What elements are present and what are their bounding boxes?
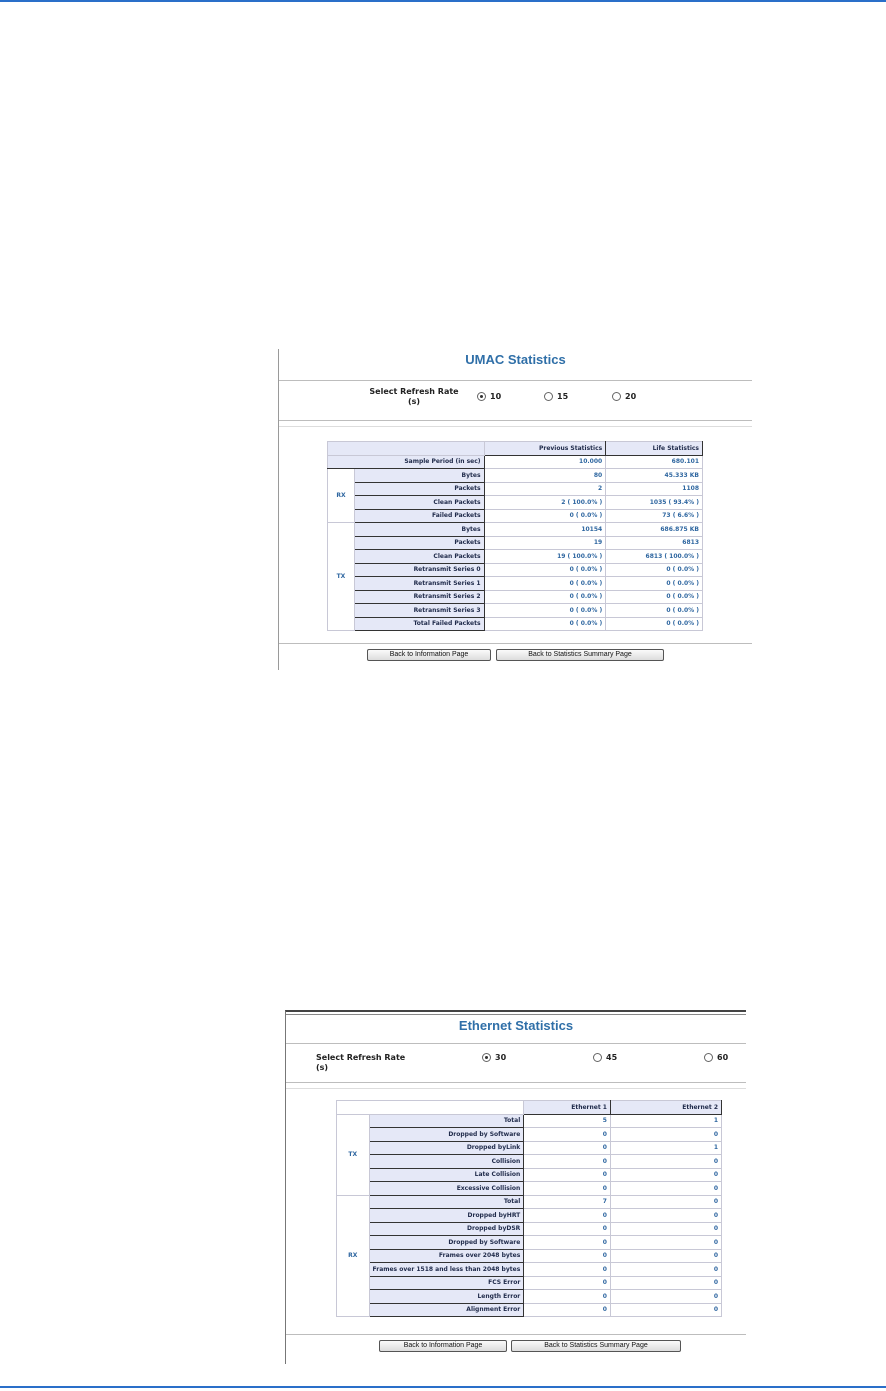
cell-value: 0 ( 0.0% ) <box>606 617 703 631</box>
header-blank <box>337 1101 524 1115</box>
cell-value: 0 ( 0.0% ) <box>606 563 703 577</box>
umac-statistics-panel <box>278 349 752 670</box>
radio-selected-icon[interactable] <box>477 392 486 401</box>
back-to-summary-button[interactable]: Back to Statistics Summary Page <box>496 649 664 661</box>
column-header: Ethernet 1 <box>524 1101 611 1115</box>
cell-value: 0 ( 0.0% ) <box>484 604 606 618</box>
row-label: Length Error <box>369 1290 524 1304</box>
row-label: Retransmit Series 0 <box>354 563 484 577</box>
row-label: Total Failed Packets <box>354 617 484 631</box>
cell-value: 1108 <box>606 482 703 496</box>
ethernet-stats-table <box>336 1100 722 1317</box>
refresh-rate-label: Select Refresh Rate (s) <box>316 1053 406 1072</box>
table-row <box>337 1222 722 1236</box>
radio-selected-icon[interactable] <box>482 1053 491 1062</box>
cell-value: 80 <box>484 469 606 483</box>
divider <box>279 380 752 381</box>
row-label: Failed Packets <box>354 509 484 523</box>
group-label-rx: RX <box>337 1195 370 1317</box>
cell-value: 2 <box>484 482 606 496</box>
cell-value: 2 ( 100.0% ) <box>484 496 606 510</box>
table-row <box>328 577 703 591</box>
row-label: Sample Period (in sec) <box>328 455 485 469</box>
cell-value: 0 <box>524 1249 611 1263</box>
cell-value: 19 ( 100.0% ) <box>484 550 606 564</box>
row-label: Clean Packets <box>354 550 484 564</box>
group-label-tx: TX <box>328 523 355 631</box>
cell-value: 0 ( 0.0% ) <box>606 590 703 604</box>
cell-value: 10154 <box>484 523 606 537</box>
table-row <box>328 509 703 523</box>
refresh-rate-option-10[interactable] <box>477 392 501 401</box>
radio-icon[interactable] <box>704 1053 713 1062</box>
row-label: Collision <box>369 1155 524 1169</box>
cell-value: 0 ( 0.0% ) <box>484 577 606 591</box>
row-label: Retransmit Series 3 <box>354 604 484 618</box>
radio-label: 15 <box>557 392 569 401</box>
cell-value: 45.333 KB <box>606 469 703 483</box>
cell-value: 0 <box>524 1290 611 1304</box>
row-label: Dropped by Software <box>369 1236 524 1250</box>
cell-value: 0 ( 0.0% ) <box>606 577 703 591</box>
cell-value: 0 <box>524 1236 611 1250</box>
cell-value: 0 <box>610 1263 721 1277</box>
row-label: Retransmit Series 1 <box>354 577 484 591</box>
cell-value: 73 ( 6.6% ) <box>606 509 703 523</box>
cell-value: 0 <box>610 1222 721 1236</box>
radio-icon[interactable] <box>593 1053 602 1062</box>
table-row <box>328 536 703 550</box>
table-row <box>337 1114 722 1128</box>
table-header-row <box>328 442 703 456</box>
ethernet-title: Ethernet Statistics <box>458 1018 574 1033</box>
divider <box>286 1334 746 1335</box>
cell-value: 10.000 <box>484 455 606 469</box>
table-row <box>337 1128 722 1142</box>
cell-value: 0 <box>524 1263 611 1277</box>
cell-value: 0 <box>610 1182 721 1196</box>
back-to-information-button[interactable]: Back to Information Page <box>367 649 491 661</box>
cell-value: 0 ( 0.0% ) <box>606 604 703 618</box>
cell-value: 0 ( 0.0% ) <box>484 563 606 577</box>
cell-value: 0 ( 0.0% ) <box>484 509 606 523</box>
refresh-rate-label <box>359 387 469 407</box>
row-label: Frames over 1518 and less than 2048 bytes <box>369 1263 524 1277</box>
cell-value: 0 <box>610 1155 721 1169</box>
refresh-label-line2: (s) <box>407 397 421 406</box>
umac-stats-table <box>327 441 703 631</box>
cell-value: 0 <box>610 1236 721 1250</box>
radio-label: 30 <box>495 1053 507 1062</box>
cell-value: 7 <box>524 1195 611 1209</box>
divider <box>286 1088 746 1089</box>
cell-value: 6813 <box>606 536 703 550</box>
ethernet-statistics-panel <box>285 1010 746 1364</box>
table-row <box>337 1195 722 1209</box>
page-bottom-rule <box>0 1386 886 1388</box>
row-label: Excessive Collision <box>369 1182 524 1196</box>
cell-value: 0 <box>524 1209 611 1223</box>
row-label: Frames over 2048 bytes <box>369 1249 524 1263</box>
refresh-rate-option-45[interactable] <box>593 1053 617 1062</box>
cell-value: 0 <box>610 1168 721 1182</box>
cell-value: 0 <box>524 1222 611 1236</box>
row-label: Packets <box>354 536 484 550</box>
cell-value: 0 <box>524 1155 611 1169</box>
row-label: Total <box>369 1195 524 1209</box>
cell-value: 0 <box>610 1209 721 1223</box>
divider <box>286 1082 746 1083</box>
table-row <box>337 1168 722 1182</box>
table-row <box>328 469 703 483</box>
divider <box>286 1043 746 1044</box>
back-to-summary-button[interactable]: Back to Statistics Summary Page <box>511 1340 681 1352</box>
cell-value: 0 ( 0.0% ) <box>484 617 606 631</box>
cell-value: 0 ( 0.0% ) <box>484 590 606 604</box>
group-label-rx: RX <box>328 469 355 523</box>
table-row <box>328 617 703 631</box>
table-row <box>328 482 703 496</box>
cell-value: 0 <box>524 1128 611 1142</box>
cell-value: 5 <box>524 1114 611 1128</box>
row-label: Bytes <box>354 523 484 537</box>
table-row <box>337 1182 722 1196</box>
cell-value: 0 <box>524 1303 611 1317</box>
page-top-rule <box>0 0 886 2</box>
radio-label: 60 <box>717 1053 729 1062</box>
row-label: Dropped byDSR <box>369 1222 524 1236</box>
cell-value: 6813 ( 100.0% ) <box>606 550 703 564</box>
row-label: Alignment Error <box>369 1303 524 1317</box>
divider <box>279 643 752 644</box>
row-label: Bytes <box>354 469 484 483</box>
cell-value: 0 <box>610 1128 721 1142</box>
umac-title: UMAC Statistics <box>465 352 566 367</box>
cell-value: 0 <box>524 1182 611 1196</box>
cell-value: 0 <box>524 1276 611 1290</box>
row-label: Packets <box>354 482 484 496</box>
cell-value: 1 <box>610 1141 721 1155</box>
cell-value: 0 <box>610 1290 721 1304</box>
radio-label: 10 <box>490 392 502 401</box>
row-label: Clean Packets <box>354 496 484 510</box>
table-row <box>337 1236 722 1250</box>
column-header: Life Statistics <box>606 442 703 456</box>
table-row <box>337 1141 722 1155</box>
cell-value: 1035 ( 93.4% ) <box>606 496 703 510</box>
table-row <box>328 523 703 537</box>
refresh-label-line1: Select Refresh Rate <box>369 387 459 396</box>
table-row <box>328 604 703 618</box>
cell-value: 0 <box>610 1249 721 1263</box>
table-row <box>328 550 703 564</box>
row-label: Late Collision <box>369 1168 524 1182</box>
table-row <box>337 1276 722 1290</box>
cell-value: 0 <box>610 1303 721 1317</box>
header-blank <box>328 442 485 456</box>
cell-value: 680.101 <box>606 455 703 469</box>
table-row <box>328 590 703 604</box>
table-header-row <box>337 1101 722 1115</box>
back-to-information-button[interactable]: Back to Information Page <box>379 1340 507 1352</box>
cell-value: 686.875 KB <box>606 523 703 537</box>
cell-value: 0 <box>610 1276 721 1290</box>
column-header: Ethernet 2 <box>610 1101 721 1115</box>
divider <box>286 1014 746 1015</box>
table-row <box>337 1263 722 1277</box>
table-row <box>337 1155 722 1169</box>
cell-value: 0 <box>524 1141 611 1155</box>
cell-value: 0 <box>610 1195 721 1209</box>
column-header: Previous Statistics <box>484 442 606 456</box>
table-row <box>337 1249 722 1263</box>
radio-label: 45 <box>606 1053 618 1062</box>
table-row <box>337 1303 722 1317</box>
refresh-rate-option-20[interactable] <box>612 392 636 401</box>
cell-value: 0 <box>524 1168 611 1182</box>
radio-label: 20 <box>625 392 637 401</box>
radio-icon[interactable] <box>544 392 553 401</box>
group-label-tx: TX <box>337 1114 370 1195</box>
row-label: FCS Error <box>369 1276 524 1290</box>
cell-value: 19 <box>484 536 606 550</box>
table-row <box>328 496 703 510</box>
row-label: Dropped byLink <box>369 1141 524 1155</box>
table-row <box>337 1290 722 1304</box>
table-row <box>328 563 703 577</box>
refresh-rate-option-60[interactable] <box>704 1053 728 1062</box>
divider <box>279 420 752 421</box>
table-row <box>328 455 703 469</box>
row-label: Dropped by Software <box>369 1128 524 1142</box>
divider <box>279 426 752 427</box>
row-label: Retransmit Series 2 <box>354 590 484 604</box>
row-label: Total <box>369 1114 524 1128</box>
refresh-rate-option-30[interactable] <box>482 1053 506 1062</box>
row-label: Dropped byHRT <box>369 1209 524 1223</box>
cell-value: 1 <box>610 1114 721 1128</box>
refresh-rate-option-15[interactable] <box>544 392 568 401</box>
table-row <box>337 1209 722 1223</box>
radio-icon[interactable] <box>612 392 621 401</box>
